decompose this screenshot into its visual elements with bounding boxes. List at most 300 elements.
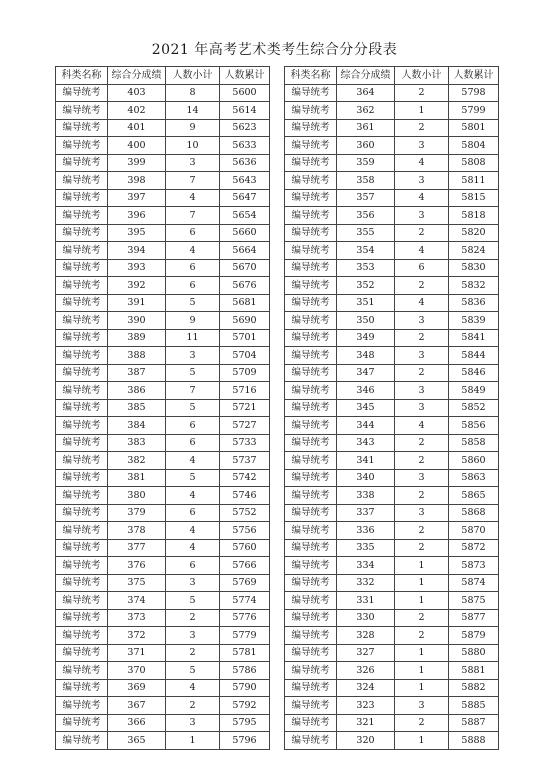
score-cell: 395 <box>108 224 166 242</box>
score-cell: 346 <box>337 382 395 400</box>
score-cell: 398 <box>108 172 166 190</box>
count-cell: 11 <box>166 329 220 347</box>
count-cell: 1 <box>395 102 449 120</box>
table-row <box>285 137 499 155</box>
score-cell: 372 <box>108 627 166 645</box>
score-cell: 370 <box>108 662 166 680</box>
cumulative-cell: 5808 <box>449 154 499 172</box>
count-cell: 2 <box>395 627 449 645</box>
cumulative-cell: 5792 <box>220 697 270 715</box>
subject-cell: 编导统考 <box>56 679 108 697</box>
count-cell: 1 <box>395 574 449 592</box>
count-cell: 7 <box>166 172 220 190</box>
subject-cell: 编导统考 <box>56 697 108 715</box>
table-row <box>56 644 270 662</box>
count-cell: 2 <box>395 434 449 452</box>
count-cell: 2 <box>395 224 449 242</box>
table-row <box>285 242 499 260</box>
score-cell: 371 <box>108 644 166 662</box>
score-cell: 379 <box>108 504 166 522</box>
table-row <box>285 609 499 627</box>
score-cell: 345 <box>337 399 395 417</box>
count-cell: 6 <box>166 504 220 522</box>
table-row <box>56 574 270 592</box>
cumulative-cell: 5742 <box>220 469 270 487</box>
subject-cell: 编导统考 <box>285 207 337 225</box>
count-cell: 2 <box>395 714 449 732</box>
subject-cell: 编导统考 <box>56 102 108 120</box>
cumulative-cell: 5868 <box>449 504 499 522</box>
count-cell: 3 <box>166 574 220 592</box>
score-cell: 330 <box>337 609 395 627</box>
count-cell: 4 <box>395 189 449 207</box>
header-score: 综合分成绩 <box>337 67 395 85</box>
cumulative-cell: 5737 <box>220 452 270 470</box>
table-row <box>56 679 270 697</box>
table-row <box>285 574 499 592</box>
subject-cell: 编导统考 <box>56 189 108 207</box>
cumulative-cell: 5701 <box>220 329 270 347</box>
subject-cell: 编导统考 <box>56 557 108 575</box>
count-cell: 3 <box>395 137 449 155</box>
subject-cell: 编导统考 <box>56 522 108 540</box>
cumulative-cell: 5799 <box>449 102 499 120</box>
count-cell: 2 <box>395 119 449 137</box>
cumulative-cell: 5727 <box>220 417 270 435</box>
score-cell: 390 <box>108 312 166 330</box>
table-row <box>285 469 499 487</box>
subject-cell: 编导统考 <box>285 417 337 435</box>
subject-cell: 编导统考 <box>285 539 337 557</box>
cumulative-cell: 5801 <box>449 119 499 137</box>
subject-cell: 编导统考 <box>285 329 337 347</box>
cumulative-cell: 5774 <box>220 592 270 610</box>
table-row <box>56 417 270 435</box>
cumulative-cell: 5849 <box>449 382 499 400</box>
score-cell: 402 <box>108 102 166 120</box>
subject-cell: 编导统考 <box>285 469 337 487</box>
cumulative-cell: 5779 <box>220 627 270 645</box>
cumulative-cell: 5623 <box>220 119 270 137</box>
table-header-row <box>285 67 499 85</box>
score-cell: 366 <box>108 714 166 732</box>
subject-cell: 编导统考 <box>285 627 337 645</box>
subject-cell: 编导统考 <box>285 644 337 662</box>
header-subject: 科类名称 <box>56 67 108 85</box>
score-cell: 365 <box>108 732 166 750</box>
subject-cell: 编导统考 <box>285 452 337 470</box>
score-cell: 384 <box>108 417 166 435</box>
count-cell: 5 <box>166 592 220 610</box>
score-cell: 399 <box>108 154 166 172</box>
table-row <box>285 347 499 365</box>
subject-cell: 编导统考 <box>56 172 108 190</box>
cumulative-cell: 5798 <box>449 84 499 102</box>
score-cell: 401 <box>108 119 166 137</box>
header-cumulative: 人数累计 <box>449 67 499 85</box>
cumulative-cell: 5704 <box>220 347 270 365</box>
table-row <box>56 294 270 312</box>
table-row <box>285 294 499 312</box>
table-row <box>56 259 270 277</box>
cumulative-cell: 5647 <box>220 189 270 207</box>
subject-cell: 编导统考 <box>56 347 108 365</box>
subject-cell: 编导统考 <box>285 714 337 732</box>
table-header-row <box>56 67 270 85</box>
count-cell: 7 <box>166 382 220 400</box>
cumulative-cell: 5885 <box>449 697 499 715</box>
cumulative-cell: 5733 <box>220 434 270 452</box>
table-row <box>285 364 499 382</box>
score-cell: 344 <box>337 417 395 435</box>
count-cell: 8 <box>166 84 220 102</box>
count-cell: 1 <box>395 644 449 662</box>
subject-cell: 编导统考 <box>56 224 108 242</box>
subject-cell: 编导统考 <box>56 329 108 347</box>
subject-cell: 编导统考 <box>56 609 108 627</box>
count-cell: 6 <box>166 557 220 575</box>
count-cell: 3 <box>395 504 449 522</box>
subject-cell: 编导统考 <box>56 119 108 137</box>
table-row <box>56 312 270 330</box>
count-cell: 4 <box>166 487 220 505</box>
table-row <box>56 539 270 557</box>
table-row <box>56 592 270 610</box>
cumulative-cell: 5841 <box>449 329 499 347</box>
table-row <box>285 417 499 435</box>
cumulative-cell: 5776 <box>220 609 270 627</box>
table-row <box>56 154 270 172</box>
count-cell: 4 <box>166 242 220 260</box>
count-cell: 3 <box>395 399 449 417</box>
table-row <box>285 504 499 522</box>
subject-cell: 编导统考 <box>285 242 337 260</box>
score-cell: 377 <box>108 539 166 557</box>
table-row <box>285 557 499 575</box>
score-cell: 323 <box>337 697 395 715</box>
table-row <box>56 697 270 715</box>
count-cell: 3 <box>166 347 220 365</box>
count-cell: 9 <box>166 119 220 137</box>
cumulative-cell: 5824 <box>449 242 499 260</box>
table-row <box>56 452 270 470</box>
table-row <box>56 84 270 102</box>
subject-cell: 编导统考 <box>285 382 337 400</box>
subject-cell: 编导统考 <box>56 207 108 225</box>
score-cell: 355 <box>337 224 395 242</box>
subject-cell: 编导统考 <box>285 224 337 242</box>
count-cell: 3 <box>395 172 449 190</box>
cumulative-cell: 5786 <box>220 662 270 680</box>
table-row <box>285 189 499 207</box>
score-cell: 336 <box>337 522 395 540</box>
table-row <box>285 329 499 347</box>
table-row <box>285 662 499 680</box>
cumulative-cell: 5877 <box>449 609 499 627</box>
table-row <box>56 277 270 295</box>
score-cell: 374 <box>108 592 166 610</box>
cumulative-cell: 5670 <box>220 259 270 277</box>
header-subject: 科类名称 <box>285 67 337 85</box>
cumulative-cell: 5790 <box>220 679 270 697</box>
subject-cell: 编导统考 <box>285 347 337 365</box>
cumulative-cell: 5664 <box>220 242 270 260</box>
score-cell: 324 <box>337 679 395 697</box>
count-cell: 4 <box>166 679 220 697</box>
header-count: 人数小计 <box>395 67 449 85</box>
table-row <box>285 119 499 137</box>
table-row <box>56 189 270 207</box>
cumulative-cell: 5752 <box>220 504 270 522</box>
subject-cell: 编导统考 <box>285 364 337 382</box>
count-cell: 4 <box>395 154 449 172</box>
score-cell: 383 <box>108 434 166 452</box>
table-row <box>56 487 270 505</box>
score-cell: 350 <box>337 312 395 330</box>
cumulative-cell: 5880 <box>449 644 499 662</box>
count-cell: 1 <box>395 557 449 575</box>
subject-cell: 编导统考 <box>285 574 337 592</box>
subject-cell: 编导统考 <box>56 714 108 732</box>
cumulative-cell: 5872 <box>449 539 499 557</box>
score-cell: 364 <box>337 84 395 102</box>
cumulative-cell: 5815 <box>449 189 499 207</box>
subject-cell: 编导统考 <box>285 137 337 155</box>
cumulative-cell: 5766 <box>220 557 270 575</box>
header-score: 综合分成绩 <box>108 67 166 85</box>
score-cell: 348 <box>337 347 395 365</box>
score-cell: 392 <box>108 277 166 295</box>
subject-cell: 编导统考 <box>285 557 337 575</box>
score-cell: 367 <box>108 697 166 715</box>
score-table-left <box>55 66 270 750</box>
table-row <box>56 364 270 382</box>
cumulative-cell: 5643 <box>220 172 270 190</box>
count-cell: 5 <box>166 294 220 312</box>
count-cell: 6 <box>166 417 220 435</box>
cumulative-cell: 5839 <box>449 312 499 330</box>
score-cell: 327 <box>337 644 395 662</box>
score-cell: 335 <box>337 539 395 557</box>
score-cell: 381 <box>108 469 166 487</box>
subject-cell: 编导统考 <box>56 242 108 260</box>
table-row <box>56 119 270 137</box>
count-cell: 9 <box>166 312 220 330</box>
table-row <box>285 277 499 295</box>
table-row <box>285 84 499 102</box>
count-cell: 3 <box>166 627 220 645</box>
score-cell: 340 <box>337 469 395 487</box>
subject-cell: 编导统考 <box>285 592 337 610</box>
table-row <box>56 329 270 347</box>
table-row <box>285 487 499 505</box>
table-row <box>285 732 499 750</box>
count-cell: 3 <box>395 207 449 225</box>
score-cell: 391 <box>108 294 166 312</box>
count-cell: 3 <box>395 469 449 487</box>
score-cell: 362 <box>337 102 395 120</box>
subject-cell: 编导统考 <box>56 399 108 417</box>
cumulative-cell: 5865 <box>449 487 499 505</box>
score-cell: 343 <box>337 434 395 452</box>
subject-cell: 编导统考 <box>56 364 108 382</box>
cumulative-cell: 5795 <box>220 714 270 732</box>
cumulative-cell: 5746 <box>220 487 270 505</box>
cumulative-cell: 5676 <box>220 277 270 295</box>
count-cell: 2 <box>395 609 449 627</box>
score-cell: 385 <box>108 399 166 417</box>
subject-cell: 编导统考 <box>56 732 108 750</box>
subject-cell: 编导统考 <box>56 137 108 155</box>
cumulative-cell: 5873 <box>449 557 499 575</box>
subject-cell: 编导统考 <box>56 154 108 172</box>
subject-cell: 编导统考 <box>56 259 108 277</box>
count-cell: 2 <box>166 609 220 627</box>
cumulative-cell: 5860 <box>449 452 499 470</box>
count-cell: 3 <box>166 154 220 172</box>
score-cell: 349 <box>337 329 395 347</box>
count-cell: 3 <box>395 312 449 330</box>
cumulative-cell: 5633 <box>220 137 270 155</box>
table-row <box>285 714 499 732</box>
cumulative-cell: 5820 <box>449 224 499 242</box>
count-cell: 1 <box>395 662 449 680</box>
score-cell: 380 <box>108 487 166 505</box>
score-cell: 360 <box>337 137 395 155</box>
score-table-right <box>284 66 499 750</box>
subject-cell: 编导统考 <box>285 487 337 505</box>
score-cell: 393 <box>108 259 166 277</box>
subject-cell: 编导统考 <box>285 522 337 540</box>
subject-cell: 编导统考 <box>56 277 108 295</box>
score-cell: 373 <box>108 609 166 627</box>
subject-cell: 编导统考 <box>56 452 108 470</box>
score-cell: 376 <box>108 557 166 575</box>
count-cell: 6 <box>166 259 220 277</box>
table-row <box>56 609 270 627</box>
subject-cell: 编导统考 <box>56 644 108 662</box>
subject-cell: 编导统考 <box>285 312 337 330</box>
score-table-right-body <box>285 84 499 749</box>
count-cell: 4 <box>395 242 449 260</box>
table-row <box>285 224 499 242</box>
subject-cell: 编导统考 <box>56 574 108 592</box>
table-row <box>285 434 499 452</box>
score-cell: 386 <box>108 382 166 400</box>
table-row <box>56 172 270 190</box>
count-cell: 4 <box>395 417 449 435</box>
cumulative-cell: 5856 <box>449 417 499 435</box>
table-row <box>56 469 270 487</box>
subject-cell: 编导统考 <box>285 504 337 522</box>
count-cell: 3 <box>395 347 449 365</box>
table-row <box>285 312 499 330</box>
count-cell: 5 <box>166 364 220 382</box>
count-cell: 6 <box>166 434 220 452</box>
count-cell: 2 <box>395 364 449 382</box>
score-cell: 356 <box>337 207 395 225</box>
cumulative-cell: 5844 <box>449 347 499 365</box>
cumulative-cell: 5818 <box>449 207 499 225</box>
cumulative-cell: 5796 <box>220 732 270 750</box>
count-cell: 4 <box>166 539 220 557</box>
subject-cell: 编导统考 <box>285 189 337 207</box>
count-cell: 6 <box>166 277 220 295</box>
score-cell: 332 <box>337 574 395 592</box>
score-cell: 403 <box>108 84 166 102</box>
count-cell: 5 <box>166 469 220 487</box>
count-cell: 1 <box>395 679 449 697</box>
table-row <box>285 154 499 172</box>
cumulative-cell: 5614 <box>220 102 270 120</box>
subject-cell: 编导统考 <box>56 487 108 505</box>
count-cell: 6 <box>166 224 220 242</box>
cumulative-cell: 5830 <box>449 259 499 277</box>
score-cell: 387 <box>108 364 166 382</box>
table-row <box>56 714 270 732</box>
subject-cell: 编导统考 <box>285 154 337 172</box>
subject-cell: 编导统考 <box>56 592 108 610</box>
cumulative-cell: 5654 <box>220 207 270 225</box>
subject-cell: 编导统考 <box>56 84 108 102</box>
table-row <box>56 399 270 417</box>
score-cell: 341 <box>337 452 395 470</box>
subject-cell: 编导统考 <box>285 294 337 312</box>
count-cell: 4 <box>166 189 220 207</box>
count-cell: 4 <box>395 294 449 312</box>
table-row <box>285 627 499 645</box>
count-cell: 2 <box>395 487 449 505</box>
score-cell: 369 <box>108 679 166 697</box>
cumulative-cell: 5769 <box>220 574 270 592</box>
score-cell: 358 <box>337 172 395 190</box>
count-cell: 7 <box>166 207 220 225</box>
cumulative-cell: 5846 <box>449 364 499 382</box>
score-cell: 352 <box>337 277 395 295</box>
count-cell: 2 <box>166 644 220 662</box>
cumulative-cell: 5804 <box>449 137 499 155</box>
score-cell: 375 <box>108 574 166 592</box>
cumulative-cell: 5881 <box>449 662 499 680</box>
subject-cell: 编导统考 <box>285 172 337 190</box>
score-cell: 337 <box>337 504 395 522</box>
score-cell: 382 <box>108 452 166 470</box>
subject-cell: 编导统考 <box>285 662 337 680</box>
subject-cell: 编导统考 <box>56 434 108 452</box>
cumulative-cell: 5882 <box>449 679 499 697</box>
count-cell: 2 <box>395 277 449 295</box>
table-row <box>285 207 499 225</box>
table-row <box>56 137 270 155</box>
count-cell: 3 <box>395 697 449 715</box>
table-row <box>56 662 270 680</box>
subject-cell: 编导统考 <box>56 312 108 330</box>
subject-cell: 编导统考 <box>285 259 337 277</box>
cumulative-cell: 5681 <box>220 294 270 312</box>
table-row <box>285 102 499 120</box>
count-cell: 6 <box>395 259 449 277</box>
cumulative-cell: 5879 <box>449 627 499 645</box>
table-row <box>56 434 270 452</box>
cumulative-cell: 5690 <box>220 312 270 330</box>
table-row <box>285 522 499 540</box>
subject-cell: 编导统考 <box>285 119 337 137</box>
cumulative-cell: 5716 <box>220 382 270 400</box>
score-cell: 328 <box>337 627 395 645</box>
cumulative-cell: 5874 <box>449 574 499 592</box>
table-row <box>56 224 270 242</box>
table-row <box>285 679 499 697</box>
